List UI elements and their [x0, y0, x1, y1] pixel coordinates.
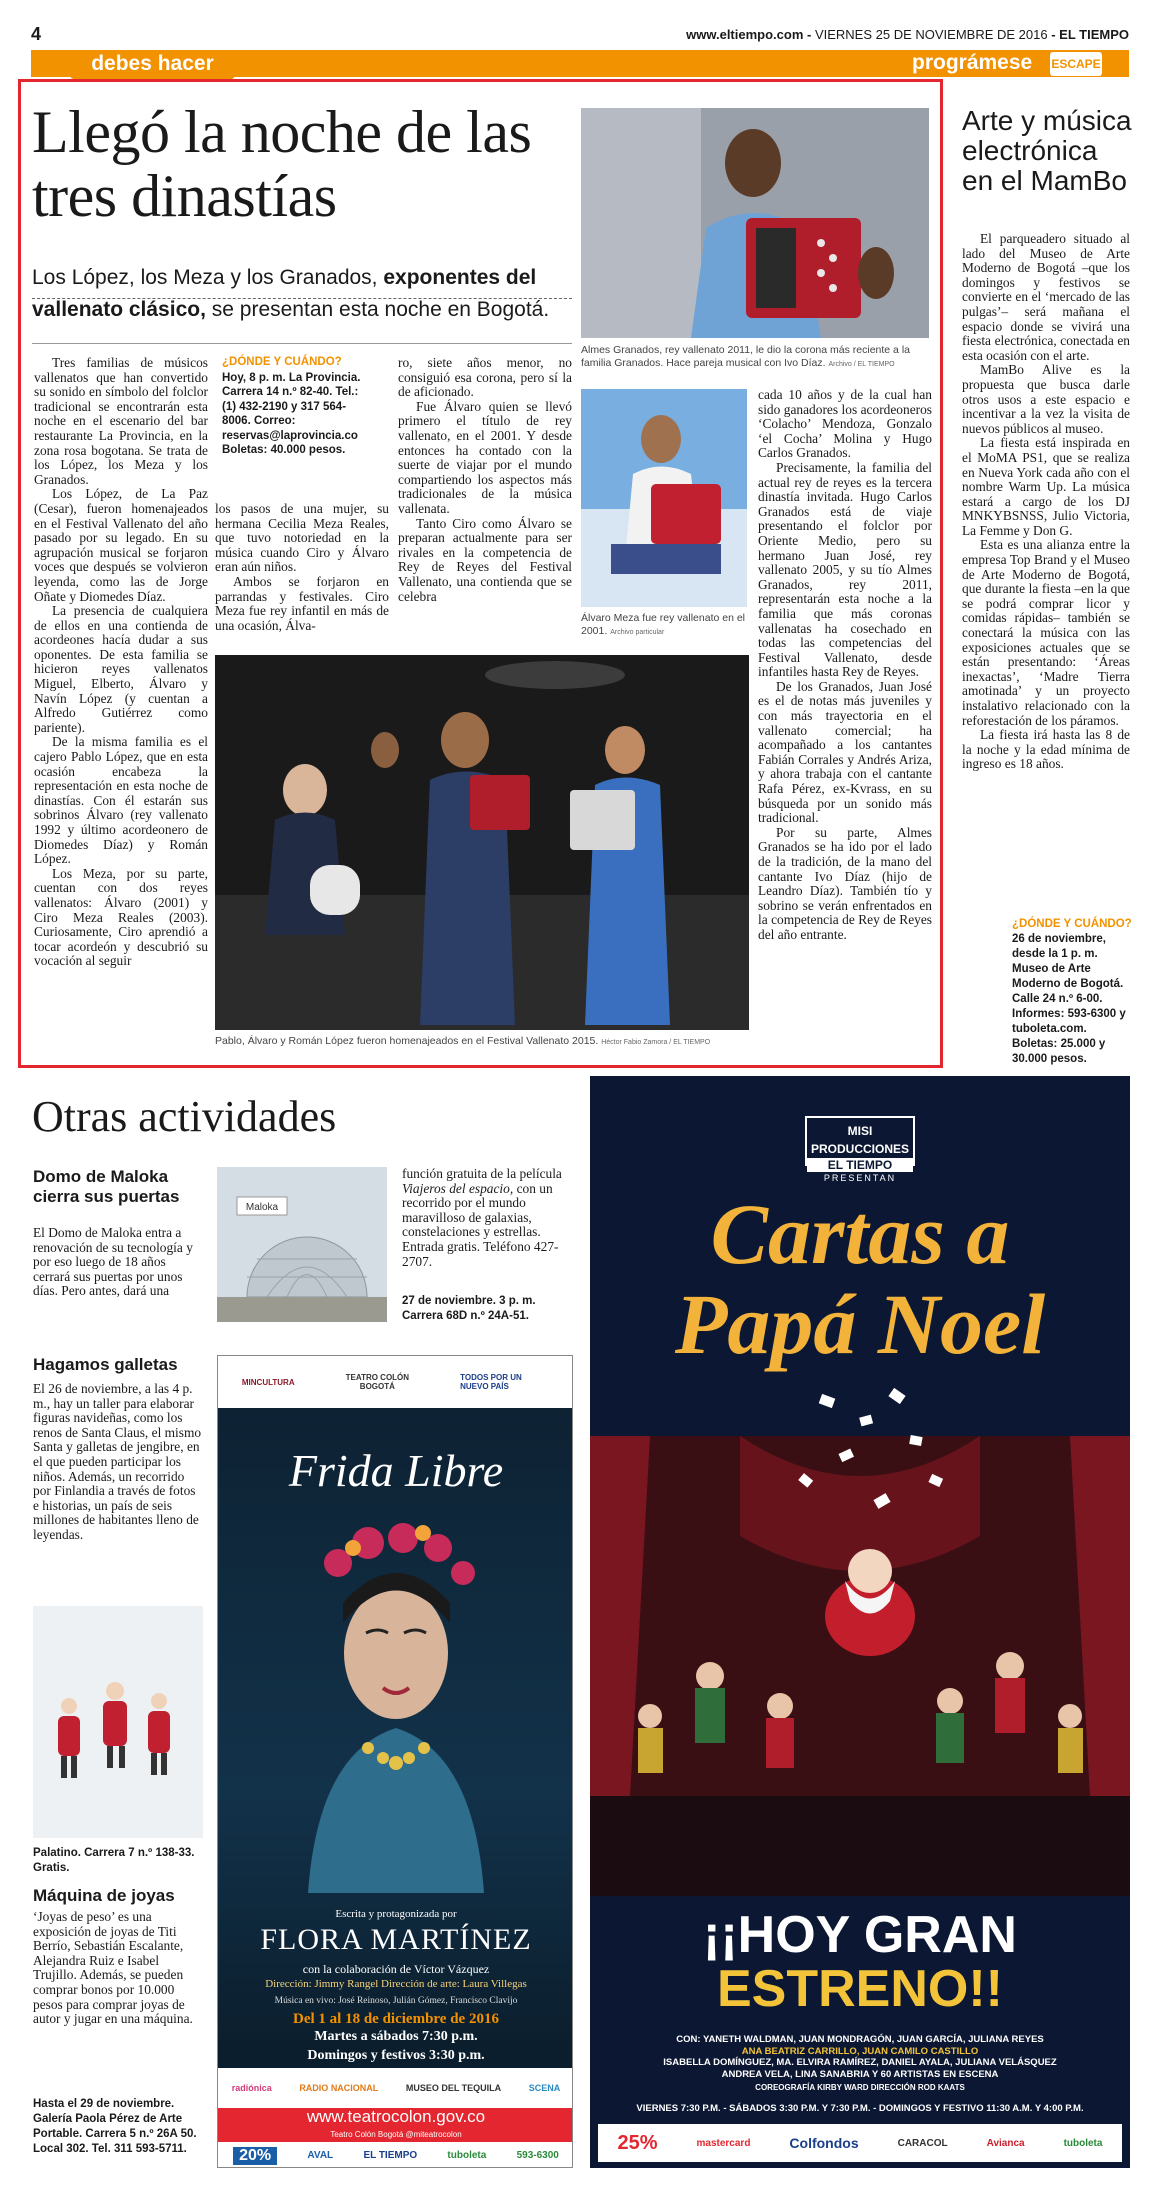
cartas-credits: COREOGRAFÍA KIRBY WARD DIRECCIÓN ROD KAATS: [755, 2083, 965, 2092]
kids-in-snow-illustration: [33, 1606, 203, 1838]
frida-star: FLORA MARTÍNEZ: [260, 1923, 532, 1956]
paragraph: De la misma familia es el cajero Pablo López, que en esta ocasión encabeza la representación en esta noche de dinastías. Con él estarán sus sobrinos Álvaro (rey vallenato 1992 y último acordeonero de Diomedes Díaz) y Román López.: [34, 734, 208, 867]
frida-portrait-illustration: [218, 1503, 573, 1893]
sponsor-teatro-colon: TEATRO COLÓN BOGOTÁ: [345, 1373, 410, 1391]
cartas-cast-line: ANA BEATRIZ CARRILLO, JUAN CAMILO CASTILLO: [741, 2045, 979, 2057]
cartas-headline-1: ¡¡HOY GRAN: [703, 1906, 1017, 1964]
cartas-footer: [598, 2124, 1122, 2162]
cartas-cast-line: ISABELLA DOMÍNGUEZ, MA. ELVIRA RAMÍREZ, DANIEL AYALA, JULIANA VELÁSQUEZ: [663, 2057, 1057, 2068]
cartas-cast-line: ANDREA VELA, LINA SANABRIA Y 60 ARTISTAS EN ESCENA: [721, 2068, 999, 2080]
photo-2-caption: Álvaro Meza fue rey vallenato en el 2001. Archivo particular: [581, 612, 746, 637]
sidebar-body: [962, 232, 1130, 912]
cartas-cast: [600, 2034, 1120, 2094]
cartas-producer: MISI PRODUCCIONES: [810, 1124, 909, 1156]
photo-3-caption: Pablo, Álvaro y Román López fueron homenajeados en el Festival Vallenato 2015. Héctor Fabio Zamora / EL TIEMPO: [215, 1035, 711, 1047]
sponsor-radio-nacional: RADIO NACIONAL: [299, 2083, 379, 2093]
info-box-text: Hoy, 8 p. m. La Provincia. Carrera 14 n.º 82-40. Tel.: (1) 432-2190 y 317 564-8006. Correo: reservas@laprovincia.co Boletas: 40.000 pesos.: [222, 372, 361, 457]
brand-mastercard: mastercard: [696, 2137, 751, 2149]
paragraph: Los López, de La Paz (Cesar), fueron homenajeados en el Festival Vallenato del año pasado por su legado. En su agrupación musical se forjaron voces que después se volvieron leyenda, como las de Jorge Oñate y Diomedes Díaz.: [34, 486, 208, 604]
frida-top-sponsors: [218, 1356, 573, 1408]
maloka-sign: Maloka: [245, 1202, 279, 1213]
frida-writer-line: Escrita y protagonizada por: [335, 1908, 457, 1920]
paragraph: El parqueadero situado al lado del Museo de Arte Moderno de Bogotá –que los domingos y festivos se convierte en el ‘mercado de las pulgas’– será mañana el espacio donde se vivirá una fiesta electrónica, conectada en esta ocasión con el arte.: [962, 232, 1130, 363]
paragraph: los pasos de una mujer, su hermana Cecilia Meza Reales, que tuvo notoriedad en la música cuando Ciro y Álvaro eran aún niños.: [215, 502, 389, 575]
article-column-4: [758, 388, 932, 1056]
otras-title: Otras actividades: [32, 1092, 337, 1141]
cartas-cast-line: CON: YANETH WALDMAN, JUAN MONDRAGÓN, JUAN GARCÍA, JULIANA REYES: [676, 2034, 1044, 2045]
site-url[interactable]: www.eltiempo.com: [686, 27, 804, 42]
paragraph: Por su parte, Almes Granados se ha ido por el lado de la tradición, de la mano del cantante Ivo Díaz (hijo de Leandro Díaz). También tío y sobrino se verán enfrentados en la competencia de Rey de Reyes del año entrante.: [758, 824, 932, 942]
cartas-presents: PRESENTAN: [823, 1173, 897, 1183]
galletas-title: Hagamos galletas: [33, 1355, 178, 1374]
paragraph: Fue Álvaro quien se llevó primero el título de rey vallenato, en el 2001. Y desde entonces ha contado con la suerte de viajar por el mundo compartiendo los aspectos más tradicionales de la música vallenata.: [398, 398, 572, 516]
photo-lopez-family: [215, 655, 749, 1030]
deck-divider: [32, 298, 572, 299]
cartas-producer-logo: [805, 1116, 915, 1172]
cartas-title-1: Cartas a: [710, 1186, 1010, 1282]
escape-brand: ESCAPE: [1051, 57, 1101, 71]
cartas-headline-2: ESTRENO!!: [717, 1960, 1003, 2018]
paragraph: De los Granados, Juan José es el de notas más juveniles y con más trayectoria en el vallenato comercial; ha acompañado a los cantantes Fabián Corrales y Andrés Ariza, y ahora trabaja con el cantante Rafa Pérez, ex-Kvrass, en su búsqueda por un sonido más tradicional.: [758, 678, 932, 826]
sidebar-title: Arte y música electrónica en el MamBo: [962, 105, 1132, 196]
sponsor-radionica: radiónica: [231, 2083, 272, 2093]
paragraph: Tres familias de músicos vallenatos que han convertido su sonido en símbolo del folclor tradicional se encontrarán esta noche en el escenario del bar restaurante La Provincia, en la zona rosa bogotana. Se trata de los López, los Meza y los Granados.: [34, 356, 208, 487]
frida-dates: Del 1 al 18 de diciembre de 2016: [293, 2011, 499, 2027]
frida-collab: con la colaboración de Víctor Vázquez: [302, 1962, 490, 1976]
frida-social: Teatro Colón Bogotá @miteatrocolon: [218, 2130, 573, 2142]
brand-tuboleta: tuboleta: [1063, 2137, 1103, 2149]
joyas-title: Máquina de joyas: [33, 1886, 175, 1905]
frida-phone: 593-6300: [516, 2150, 559, 2161]
sidebar-info-box: [1012, 918, 1132, 1067]
paragraph: ro, siete años menor, no consiguió esa corona, pero sí la de aficionado.: [398, 356, 572, 400]
paragraph: La fiesta está inspirada en el MoMA PS1, que se realiza en Nueva York cada año con el nombre Warm Up. La música estará a cargo de los DJ MNKYBSNSS, Julio Victoria, La Femme y Don G.: [962, 435, 1130, 538]
cartas-discount: 25%: [617, 2131, 658, 2154]
frida-bottom-sponsors: [218, 2068, 573, 2108]
cartas-paper: EL TIEMPO: [807, 1158, 913, 1172]
section-label-left: debes hacer: [91, 52, 214, 75]
ad-frida-libre[interactable]: [217, 1355, 573, 2168]
joyas-text: ‘Joyas de peso’ es una exposición de joyas de Titi Berrío, Sebastián Escalante, Alejandra Ruiz e Isabel Trujillo. Además, se pueden comprar bonos por 10.000 pesos para comprar joyas de autor y jugar en una máquina.: [33, 1909, 193, 2027]
sidebar-info-title: ¿DÓNDE Y CUÁNDO?: [1012, 918, 1132, 930]
domo-title: Domo de Maloka cierra sus puertas: [33, 1167, 180, 1206]
domo-text-continued: función gratuita de la película Viajeros del espacio, con un recorrido por el mundo maravilloso de galaxias, constelaciones y estrellas. Entrada gratis. Teléfono 427-2707.: [402, 1166, 562, 1269]
paragraph: Ambos se forjaron en parrandas y festivales. Ciro Meza fue rey infantil en más de una ocasión, Álva-: [215, 573, 389, 633]
brand-caracol: CARACOL: [897, 2137, 948, 2149]
photo-1-caption: Almes Granados, rey vallenato 2011, le dio la corona más reciente a la familia Granados. Hace pareja musical con Ivo Díaz. Archivo / EL TIEMPO: [581, 344, 910, 369]
frida-poster: [218, 1408, 573, 2048]
masthead-line: www.eltiempo.com - VIERNES 25 DE NOVIEMBRE DE 2016 - EL TIEMPO: [686, 27, 1129, 42]
cartas-stage-illustration: [590, 1376, 1130, 1896]
brand-aval: AVAL: [307, 2150, 334, 2161]
alvaro-meza-illustration: [581, 389, 747, 607]
brand-el-tiempo: EL TIEMPO: [363, 2150, 418, 2161]
cartas-schedule: VIERNES 7:30 P.M. - SÁBADOS 3:30 P.M. Y 7:30 P.M. - DOMINGOS Y FESTIVO 11:30 A.M. Y 4:00 P.M.: [636, 2103, 1084, 2114]
paragraph: La fiesta irá hasta las 8 de la noche y la edad mínima de ingreso es 18 años.: [962, 727, 1130, 772]
sponsor-museo-tequila: MUSEO DEL TEQUILA: [405, 2083, 502, 2093]
sponsor-nuevo-pais: TODOS POR UN NUEVO PAÍS: [460, 1373, 522, 1391]
stage-illustration: [215, 655, 749, 1030]
frida-discount: 20%: [233, 2147, 277, 2165]
main-headline: Llegó la noche de las tres dinastías: [32, 99, 532, 229]
paragraph: MamBo Alive es la propuesta que busca darle otros usos a este espacio e incentivar a la vez la visita de nuevos públicos al museo.: [962, 362, 1130, 436]
cartas-title-2: Papá Noel: [674, 1276, 1046, 1372]
frida-footer: [218, 2142, 573, 2168]
deck-text-1: Los López, los Meza y los Granados,: [32, 266, 378, 289]
page-number: 4: [31, 24, 42, 44]
paragraph: La presencia de cualquiera de ellos en una contienda de acordeones hacía dudar a sus oponentes. De esta familia se hicieron reyes vallenatos Miguel, Elberto, Álvaro y Navín López (y cuentan a Alfredo Gutiérrez como pariente).: [34, 603, 208, 735]
paragraph: Esta es una alianza entre la empresa Top Brand y el Museo de Arte Moderno de Bogotá, que durante la fiesta –en la que se podrá comprar licor y comidas rápidas– también se conectará la música con las exposiciones actuales que se están presentando: ‘Áreas inexactas’, ‘Madre Tierra amotinada’ y un proyecto instalativo relacionado con la reforestación de los páramos.: [962, 537, 1130, 728]
frida-web-link[interactable]: www.teatrocolon.gov.co: [306, 2107, 486, 2126]
photo-alvaro-meza: [581, 389, 747, 607]
section-tab-left: [70, 50, 235, 79]
deck-text-2: se presentan esta noche en Bogotá.: [211, 298, 550, 321]
galletas-text: El 26 de noviembre, a las 4 p. m., hay un taller para elaborar figuras navideñas, como los renos de Santa Claus, el mismo Santa y galletas de jengibre, en el que pueden participar los niños. Además, un recorrido por Finlandia a través de fotos e historias, un país de seis millones de habitantes lleno de leyendas.: [33, 1381, 202, 1542]
issue-date: VIERNES 25 DE NOVIEMBRE DE 2016: [814, 27, 1048, 42]
info-box-provincia: [222, 356, 372, 457]
brand-tuboleta: tuboleta: [447, 2150, 487, 2161]
frida-music: Música en vivo: José Reinoso, Julián Gómez, Francisco Clavijo: [274, 1996, 518, 2006]
main-deck: [32, 262, 572, 326]
article-column-1: [34, 356, 208, 1056]
frida-times-1: Martes a sábados 7:30 p.m.: [314, 2029, 478, 2044]
frida-direction: Dirección: Jimmy Rangel Dirección de arte: Laura Villegas: [265, 1978, 527, 1990]
photo-maloka-dome: [217, 1167, 387, 1322]
galletas-info: Palatino. Carrera 7 n.º 138-33. Gratis.: [33, 1847, 195, 1874]
paragraph: Precisamente, la familia del actual rey de reyes es la tercera dinastía invitada. Hugo Carlos Granados está de viaje presentando el folclor por Oriente Medio, pero su hermano Juan José, rey vallenato 2005, y su tío Almes Granados, rey 2011, representarán esta noche a la familia que más coronas vallenatas ha cosechado en todas las competencias del Festival Vallenato, desde infantiles hasta Rey de Reyes.: [758, 459, 932, 680]
deck-text-bold: exponentes del vallenato clásico,: [32, 266, 537, 321]
paragraph: cada 10 años y de la cual han sido ganadores los acordeoneros ‘Colacho’ Mendoza, Gonzalo ‘el Cocha’ Molina y Hugo Carlos Granados.: [758, 388, 932, 461]
info-box-title: ¿DÓNDE Y CUÁNDO?: [222, 356, 342, 368]
frida-times-2: Domingos y festivos 3:30 p.m.: [218, 2048, 573, 2068]
paper-name: EL TIEMPO: [1059, 27, 1129, 42]
accordion-player-illustration: [581, 108, 929, 338]
article-column-2: [215, 502, 389, 650]
paragraph: Tanto Ciro como Álvaro se preparan actualmente para ser rivales en la competencia de Rey de Reyes del Festival Vallenato, una contienda que se celebra: [398, 515, 572, 604]
section-label-right: prográmese: [912, 51, 1033, 74]
escape-logo: [1050, 52, 1102, 76]
sponsor-scena: SCENA: [528, 2083, 561, 2093]
photo-galletas-kids: [33, 1606, 203, 1838]
brand-avianca: Avianca: [986, 2137, 1025, 2149]
frida-web-bar: [218, 2108, 573, 2132]
ad-cartas-papa-noel[interactable]: [590, 1076, 1130, 2168]
brand-colfondos: Colfondos: [789, 2135, 859, 2151]
joyas-info: Hasta el 29 de noviembre. Galería Paola Pérez de Arte Portable. Carrera 5 n.º 26A 50. Local 302. Tel. 311 593-5711.: [33, 2098, 197, 2155]
domo-text: El Domo de Maloka entra a renovación de su tecnología y por eso luego de 18 años cerrará sus puertas por unos días. Pero antes, dará una: [33, 1225, 193, 1299]
sidebar-info-text: 26 de noviembre, desde la 1 p. m. Museo de Arte Moderno de Bogotá. Calle 24 n.º 6-00. Informes: 593-6300 y tuboleta.com. Boletas: 25.000 y 30.000 pesos.: [1012, 933, 1126, 1065]
photo-almes-granados: [581, 108, 929, 338]
domo-info: 27 de noviembre. 3 p. m. Carrera 68D n.º 24A-51.: [402, 1295, 536, 1322]
article-column-3: [398, 356, 572, 650]
body-divider: [32, 343, 572, 344]
maloka-dome-illustration: [217, 1167, 387, 1322]
sponsor-mincultura: MINCULTURA: [241, 1377, 295, 1387]
frida-title: Frida Libre: [288, 1445, 504, 1496]
paragraph: Los Meza, por su parte, cuentan con dos reyes vallenatos: Álvaro (2001) y Ciro Meza Reales (2003). Curiosamente, Ciro aprendió a tocar acordeón y descubrió su vocación al seguir: [34, 865, 208, 969]
